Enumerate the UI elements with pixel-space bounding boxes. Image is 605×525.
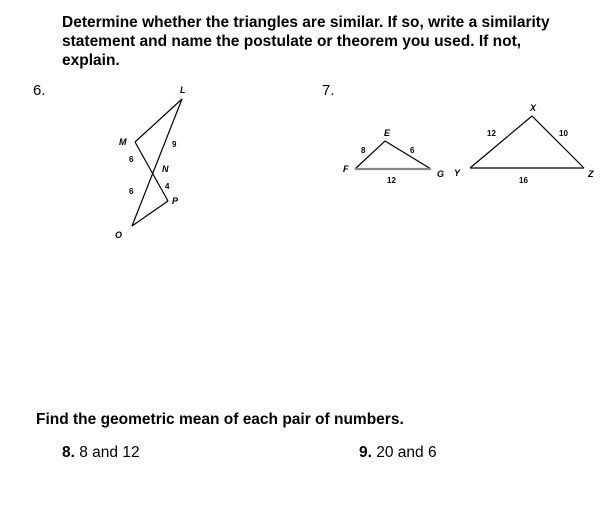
measure-NP: 4 bbox=[165, 182, 170, 191]
problem-7-number: 7. bbox=[322, 82, 335, 99]
figure-problem-7-triangle-efg bbox=[355, 141, 431, 169]
exercise-9-number: 9. bbox=[359, 444, 372, 461]
exercise-9-text: 20 and 6 bbox=[371, 444, 437, 461]
geometric-mean-heading: Find the geometric mean of each pair of numbers. bbox=[36, 411, 404, 428]
vertex-label-L: L bbox=[180, 85, 186, 95]
measure-MN: 6 bbox=[129, 155, 134, 164]
problem-6-number: 6. bbox=[33, 82, 46, 99]
measure-YZ: 16 bbox=[519, 176, 528, 185]
figure-problem-6 bbox=[132, 99, 182, 226]
vertex-label-X: X bbox=[530, 103, 537, 113]
exercise-8-text: 8 and 12 bbox=[74, 444, 140, 461]
vertex-label-E: E bbox=[384, 128, 391, 138]
vertex-label-G: G bbox=[437, 169, 445, 179]
segment-XZ bbox=[532, 116, 584, 168]
measure-YX: 12 bbox=[487, 129, 496, 138]
vertex-label-Z: Z bbox=[588, 169, 594, 179]
measure-EG: 6 bbox=[410, 146, 415, 155]
exercise-8-number: 8. bbox=[62, 444, 75, 461]
measure-LN: 9 bbox=[172, 140, 177, 149]
vertex-label-M: M bbox=[119, 137, 127, 147]
measure-XZ: 10 bbox=[559, 129, 568, 138]
measure-FG: 12 bbox=[387, 176, 396, 185]
figure-problem-7-triangle-xyz bbox=[470, 116, 584, 168]
measure-NO: 6 bbox=[129, 187, 134, 196]
segment-EG bbox=[385, 141, 431, 169]
segment-LO bbox=[132, 99, 182, 226]
instructions-text: Determine whether the triangles are similar. If so, write a similarity statement and name the postulate or theorem you used. If not, explain. bbox=[62, 14, 550, 69]
vertex-label-O: O bbox=[115, 230, 123, 240]
labels-problem-7-triangle-efg bbox=[343, 128, 444, 185]
measure-FE: 8 bbox=[361, 146, 366, 155]
vertex-label-F: F bbox=[343, 164, 349, 174]
labels-problem-6 bbox=[115, 85, 186, 240]
vertex-label-Y: Y bbox=[454, 168, 461, 178]
labels-problem-7-triangle-xyz bbox=[454, 103, 594, 185]
vertex-label-P: P bbox=[172, 196, 179, 206]
segment-ML bbox=[135, 99, 182, 142]
exercise-9 bbox=[359, 444, 437, 462]
segment-YX bbox=[470, 116, 532, 168]
exercise-8 bbox=[62, 444, 140, 462]
vertex-label-N: N bbox=[162, 164, 169, 174]
segment-FE bbox=[355, 141, 385, 169]
